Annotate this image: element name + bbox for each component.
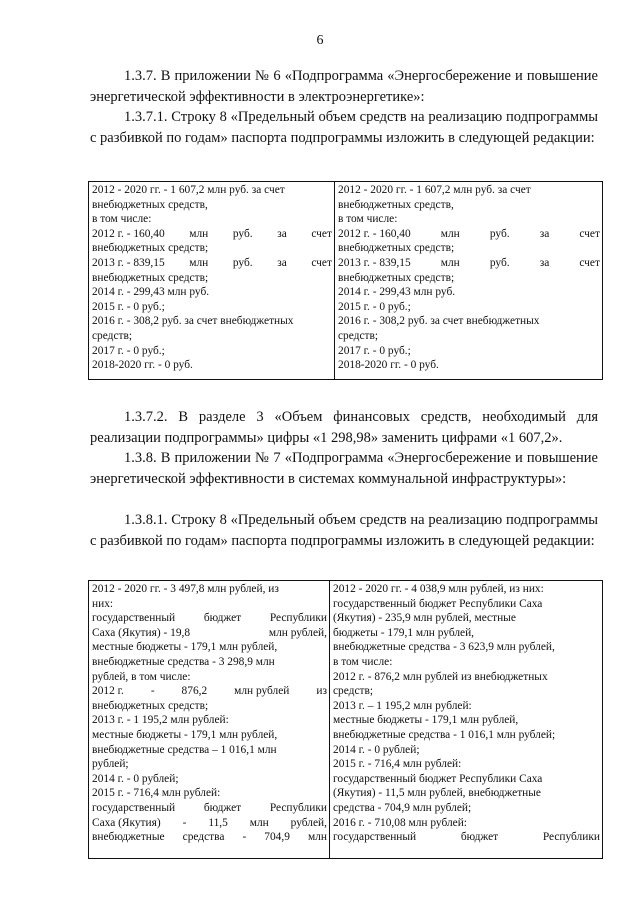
table2-new-line: 2014 г. - 0 рублей; [333, 743, 420, 756]
table1-new-word: за [539, 227, 550, 240]
table1-new-line: 2016 г. - 308,2 руб. за счет внебюджетных [338, 315, 540, 328]
table2-new-line: государственный бюджет Республики Саха [333, 772, 543, 785]
table2-old-line [92, 816, 327, 831]
table2-old-word: Республики [269, 612, 327, 625]
table2-new-line: внебюджетные средства - 1 016,1 млн рублей; [333, 728, 556, 741]
table1-old-line: внебюджетных средств, [92, 198, 208, 211]
table1-new-line: 2014 г. - 299,43 млн руб. [338, 286, 456, 299]
table1-old-word: 2012 г. - 160,40 [92, 227, 165, 240]
table2-new-line [333, 830, 600, 845]
table2-old-word: млн рублей, [268, 626, 327, 639]
table1-old-word: за [277, 227, 287, 240]
table1-old-line: 2017 г. - 0 руб.; [92, 344, 165, 357]
page-number: 6 [316, 33, 324, 48]
table1-new-word: счет [579, 227, 600, 240]
table2-old-word: государственный [92, 801, 176, 814]
table1-new-word: 2013 г. - 839,15 [338, 256, 411, 269]
table2-old-word: - [242, 831, 247, 844]
table2-old-line: рублей; [92, 758, 129, 771]
paragraph-1-3-8-1: 1.3.8.1. Строку 8 «Предельный объем средств на реализацию подпрограммы с разбивкой по годам» паспорта подпрограммы изложить в следующей редакции: [90, 512, 598, 549]
table2-old-line: 2014 г. - 0 рублей; [92, 772, 179, 785]
table2-new-word: бюджет [460, 831, 499, 844]
table2-old-line [92, 684, 327, 699]
table1-new-line [338, 227, 600, 242]
table1-old-word: за [277, 256, 287, 269]
table1-old-line [92, 227, 332, 242]
passport-table-2 [88, 580, 603, 859]
table2-old-word: государственный [92, 612, 176, 625]
table2-new-line: 2013 г. – 1 195,2 млн рублей: [333, 699, 472, 712]
table2-old-line: 2012 - 2020 гг. - 3 497,8 млн рублей, из [92, 583, 279, 595]
table1-new-word: счет [579, 256, 600, 269]
table2-old-word: 704,9 [264, 831, 290, 844]
table1-old-word: млн [189, 256, 209, 269]
table1-old-word: 2013 г. - 839,15 [92, 256, 165, 269]
table2-new-line: средств; [333, 685, 374, 698]
table2-new-line: бюджеты - 179,1 млн рублей, [333, 626, 475, 639]
table2-old-line: рублей, в том числе: [92, 670, 191, 683]
table2-new-line: внебюджетные средства - 3 623,9 млн рублей, [333, 641, 555, 654]
table2-old-word: внебюджетные [92, 831, 165, 844]
table2-old-word: 876,2 [181, 685, 208, 698]
table1-new-line: внебюджетных средств, [338, 198, 454, 211]
table2-old-word: Саха (Якутия) - 19,8 [92, 626, 191, 639]
table1-old-cell [89, 182, 335, 380]
table1-old-word: руб. [232, 227, 253, 240]
table2-old-line [92, 830, 327, 845]
table1-new-line: внебюджетных средств; [338, 271, 455, 284]
table1-new-line: в том числе: [338, 213, 398, 226]
table1-old-word: счет [311, 256, 332, 269]
paragraph-1-3-7-1: 1.3.7.1. Строку 8 «Предельный объем средств на реализацию подпрограммы с разбивкой по годам» паспорта подпрограммы изложить в следующей редакции: [90, 109, 598, 146]
table1-old-line: 2012 - 2020 гг. - 1 607,2 млн руб. за счет [92, 184, 285, 196]
table1-new-line: 2018-2020 гг. - 0 руб. [338, 359, 439, 372]
table2-new-line: (Якутия) - 11,5 млн рублей, внебюджетные [333, 787, 541, 800]
table1-new-word: руб. [489, 256, 510, 269]
table2-new-line: 2015 г. - 716,4 млн рублей: [333, 758, 462, 771]
table1-new-word: млн [440, 256, 460, 269]
table1-old-line: в том числе: [92, 213, 152, 226]
table2-old-word: млн рублей [234, 685, 290, 698]
table2-old-word: из [316, 685, 327, 698]
table2-old-word: - [150, 685, 155, 698]
table2-old-line: внебюджетные средства - 3 298,9 млн [92, 655, 275, 668]
table2-new-line: 2012 - 2020 гг. - 4 038,9 млн рублей, из них: [333, 583, 544, 595]
table1-old-line: 2016 г. - 308,2 руб. за счет внебюджетных [92, 315, 294, 328]
table2-old-word: млн [307, 831, 327, 844]
table2-old-line [92, 801, 327, 816]
table1-new-line [338, 256, 600, 271]
table2-old-line: 2015 г. - 716,4 млн рублей: [92, 787, 221, 800]
table2-new-line: в том числе: [333, 655, 393, 668]
table1-new-line: средств; [338, 329, 379, 342]
table1-old-word: млн [189, 227, 209, 240]
table2-old-word: 11,5 [208, 816, 228, 829]
table2-new-line: государственный бюджет Республики Саха [333, 597, 543, 610]
table2-old-word: 2012 г. [92, 685, 124, 698]
table1-old-word: руб. [232, 256, 253, 269]
table2-new-line: средства - 704,9 млн рублей; [333, 801, 472, 814]
table1-new-line: внебюджетных средств; [338, 242, 455, 255]
table1-old-line [92, 256, 332, 271]
table1-old-line: 2014 г. - 299,43 млн руб. [92, 286, 210, 299]
table1-old-line: 2018-2020 гг. - 0 руб. [92, 359, 193, 372]
table1-old-line: внебюджетных средств; [92, 242, 209, 255]
table2-old-word: Саха (Якутия) [92, 816, 161, 829]
table2-old-line: местные бюджеты - 179,1 млн рублей, [92, 641, 278, 654]
table2-old-line: внебюджетные средства – 1 016,1 млн [92, 743, 277, 756]
table1-new-word: руб. [489, 227, 510, 240]
paragraph-1-3-7-2: 1.3.7.2. В разделе 3 «Объем финансовых средств, необходимый для реализации подпрограммы» цифры «1 298,98» заменить цифрами «1 607,2». [90, 409, 598, 446]
table2-old-word: бюджет [203, 801, 242, 814]
table2-old-word: - [182, 816, 187, 829]
passport-table-1 [88, 181, 603, 380]
table2-old-line: местные бюджеты - 179,1 млн рублей, [92, 728, 278, 741]
table2-new-cell [330, 581, 603, 859]
table2-old-cell [89, 581, 330, 859]
table2-new-line: 2016 г. - 710,08 млн рублей: [333, 816, 467, 829]
table2-new-line: (Якутия) - 235,9 млн рублей, местные [333, 612, 516, 625]
table1-new-word: 2012 г. - 160,40 [338, 227, 411, 240]
table2-new-line: 2012 г. - 876,2 млн рублей из внебюджетных [333, 670, 548, 683]
table2-old-word: Республики [269, 801, 327, 814]
table1-new-cell [335, 182, 603, 380]
table2-old-line: 2013 г. - 1 195,2 млн рублей: [92, 714, 229, 727]
table2-old-word: рублей, [290, 816, 327, 829]
table2-old-word: средства [182, 831, 225, 844]
table1-new-word: за [539, 256, 550, 269]
table2-old-line [92, 611, 327, 626]
table2-old-word: бюджет [203, 612, 242, 625]
paragraph-1-3-8: 1.3.8. В приложении № 7 «Подпрограмма «Энергосбережение и повышение энергетической эффективности в системах коммунальной инфраструктуры»: [90, 450, 598, 487]
table2-old-line: внебюджетных средств; [92, 699, 209, 712]
table2-new-line: местные бюджеты - 179,1 млн рублей, [333, 714, 519, 727]
table1-new-word: млн [440, 227, 460, 240]
table1-old-line: 2015 г. - 0 руб.; [92, 300, 165, 313]
table1-new-line: 2012 - 2020 гг. - 1 607,2 млн руб. за счет [338, 184, 531, 196]
table1-old-line: средств; [92, 329, 133, 342]
table2-old-line [92, 626, 327, 641]
table2-new-word: государственный [333, 831, 417, 844]
table2-old-word: млн [249, 816, 269, 829]
table1-new-line: 2015 г. - 0 руб.; [338, 300, 411, 313]
paragraph-1-3-7: 1.3.7. В приложении № 6 «Подпрограмма «Энергосбережение и повышение энергетической эффективности в электроэнергетике»: [90, 68, 598, 105]
table2-new-word: Республики [542, 831, 600, 844]
table1-new-line: 2017 г. - 0 руб.; [338, 344, 411, 357]
table1-old-word: счет [311, 227, 332, 240]
table1-old-line: внебюджетных средств; [92, 271, 209, 284]
table2-old-line: них: [92, 597, 114, 610]
